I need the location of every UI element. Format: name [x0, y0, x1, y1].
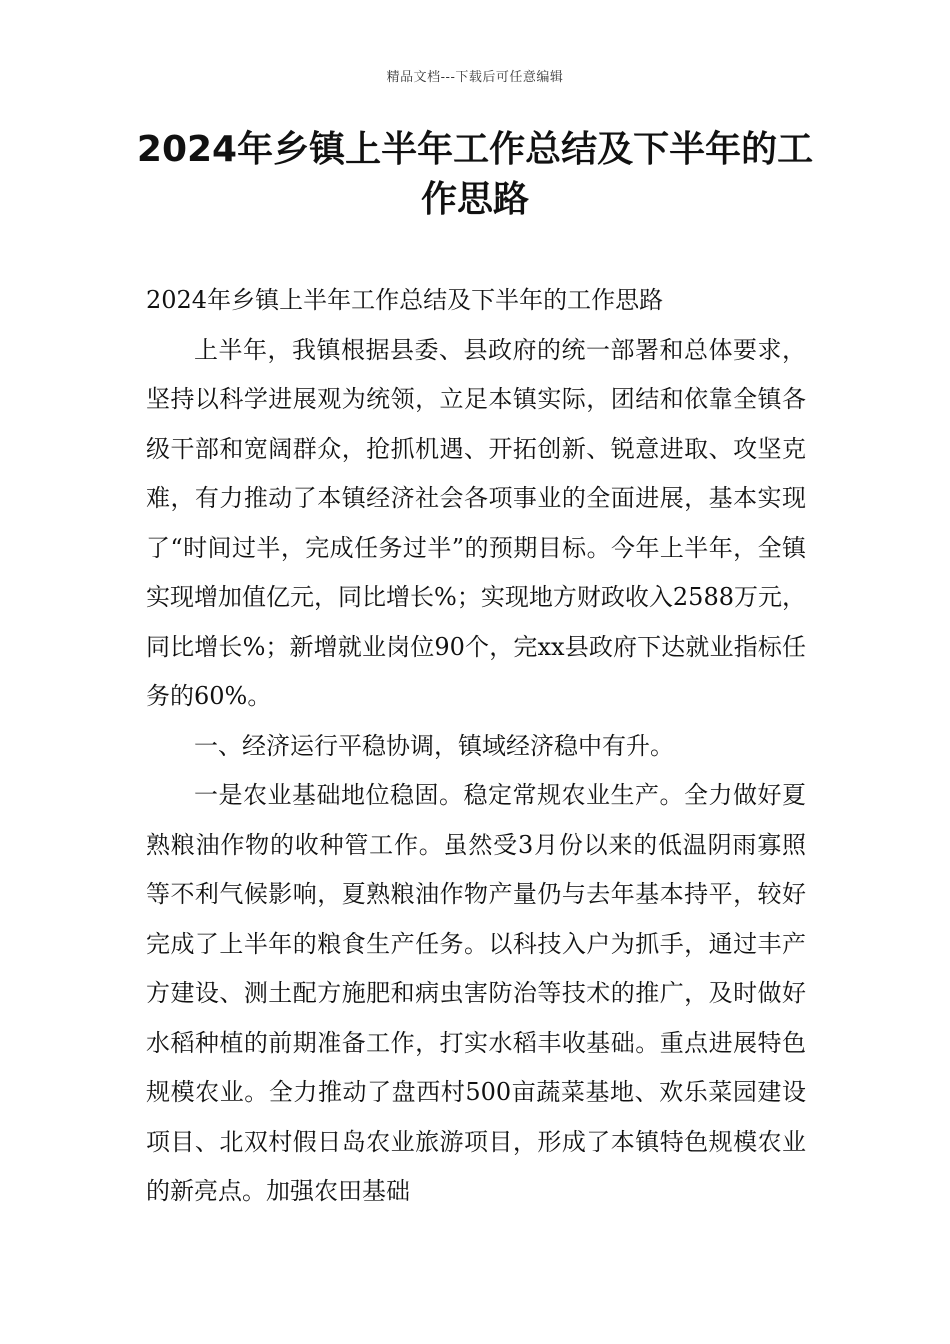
- section-heading-paragraph: 一、经济运行平稳协调，镇域经济稳中有升。: [194, 731, 674, 760]
- document-body: [146, 276, 806, 1217]
- agriculture-paragraph: 一是农业基础地位稳固。稳定常规农业生产。全力做好夏熟粮油作物的收种管工作。虽然受3月份以来的低温阴雨寡照等不利气候影响，夏熟粮油作物产量仍与去年基本持平，较好完成了上半年的粮食生产任务。以科技入户为抓手，通过丰产方建设、测土配方施肥和病虫害防治等技术的推广，及时做好水稻种植的前期准备工作，打实水稻丰收基础。重点进展特色规模农业。全力推动了盘西村500亩蔬菜基地、欢乐菜园建设项目、北双村假日岛农业旅游项目，形成了本镇特色规模农业的新亮点。加强农田基础: [146, 781, 806, 1205]
- header-note: 精品文档---下载后可任意编辑: [386, 70, 564, 85]
- intro-paragraph: 上半年，我镇根据县委、县政府的统一部署和总体要求，坚持以科学进展观为统领，立足本镇实际，团结和依靠全镇各级干部和宽阔群众，抢抓机遇、开拓创新、锐意进取、攻坚克难，有力推动了本镇经济社会各项事业的全面进展，基本实现了“时间过半，完成任务过半”的预期目标。今年上半年，全镇实现增加值亿元，同比增长%；实现地方财政收入2588万元，同比增长%；新增就业岗位90个，完xx县政府下达就业指标任务的60%。: [146, 335, 806, 710]
- subtitle-paragraph: 2024年乡镇上半年工作总结及下半年的工作思路: [146, 286, 664, 314]
- document-title: 2024年乡镇上半年工作总结及下半年的工作思路: [136, 129, 814, 220]
